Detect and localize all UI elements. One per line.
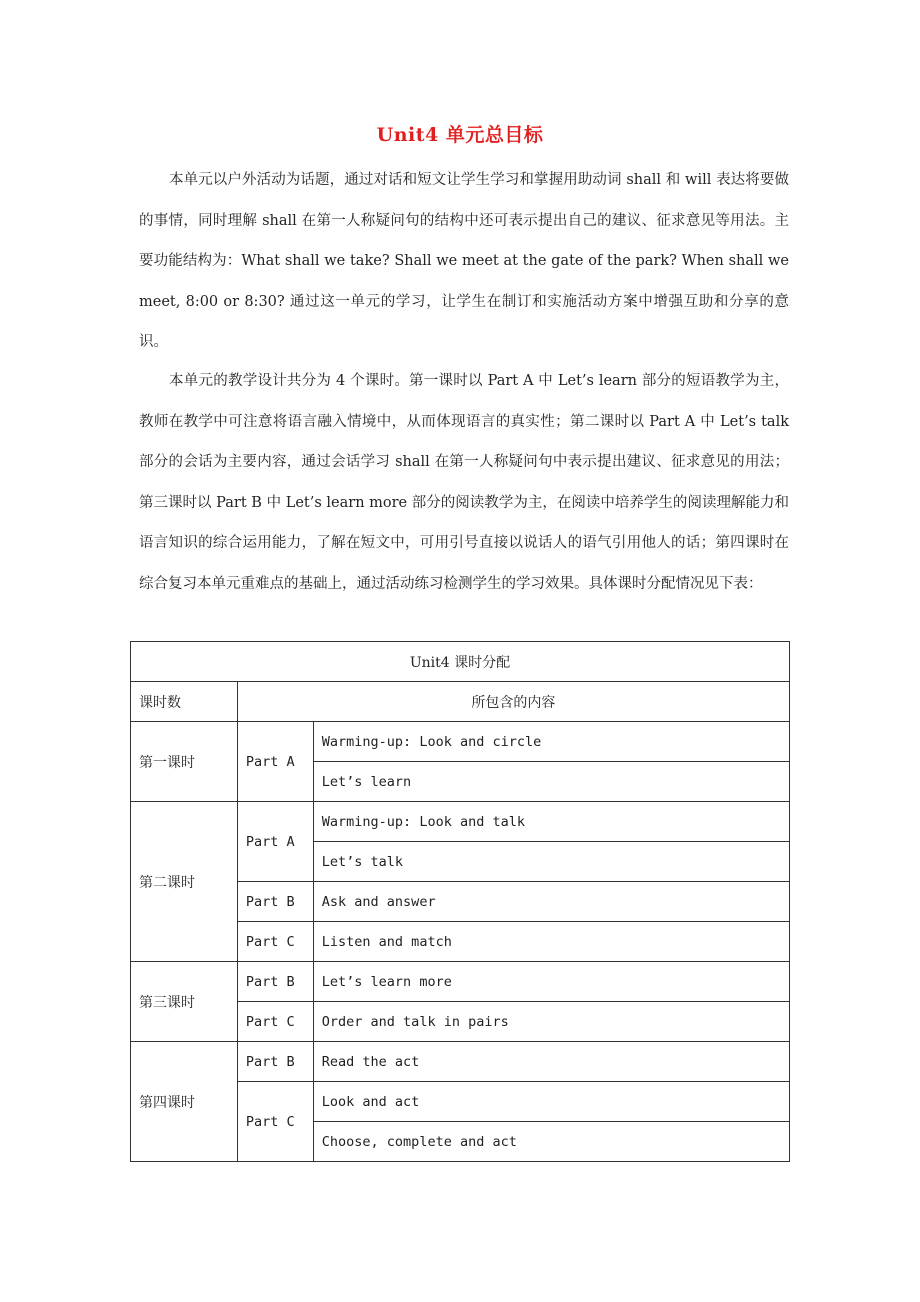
table-row [131,1042,790,1082]
lesson-name: 第三课时 [131,962,238,1042]
part-label: Part C [237,1082,313,1162]
content-item: Read the act [313,1042,789,1082]
content-item: Order and talk in pairs [313,1002,789,1042]
table-caption-row [131,642,790,682]
lesson-allocation-table [130,641,790,1162]
table-caption: Unit4 课时分配 [131,642,790,682]
content-item: Let’s talk [313,842,789,882]
table-header-row [131,682,790,722]
content-item: Look and act [313,1082,789,1122]
part-label: Part A [237,802,313,882]
content-item: Ask and answer [313,882,789,922]
content-item: Warming-up: Look and talk [313,802,789,842]
table-row [131,802,790,842]
lesson-name: 第二课时 [131,802,238,962]
content-item: Warming-up: Look and circle [313,722,789,762]
part-label: Part C [237,1002,313,1042]
lesson-name: 第四课时 [131,1042,238,1162]
intro-paragraph: 本单元以户外活动为话题，通过对话和短文让学生学习和掌握用助动词 shall 和 will 表达将要做的事情，同时理解 shall 在第一人称疑问句的结构中还可表示提出自己的建议、征求意见等用法。主要功能结构为：What shall we take? Shall we meet at the gate of the park? When shall we meet, 8:00 or 8:30? 通过这一单元的学习，让学生在制订和实施活动方案中增强互助和分享的意识。 [139,172,789,350]
content-item: Let’s learn [313,762,789,802]
lesson-design-paragraph: 本单元的教学设计共分为 4 个课时。第一课时以 Part A 中 Let’s learn 部分的短语教学为主，教师在教学中可注意将语言融入情境中，从而体现语言的真实性；第二课时以 Part A 中 Let’s talk 部分的会话为主要内容，通过会话学习 shall 在第一人称疑问句中表示提出建议、征求意见的用法；第三课时以 Part B 中 Let’s learn more 部分的阅读教学为主，在阅读中培养学生的阅读理解能力和语言知识的综合运用能力，了解在短文中，可用引号直接以说话人的语气引用他人的话；第四课时在综合复习本单元重难点的基础上，通过活动练习检测学生的学习效果。具体课时分配情况见下表： [139,373,789,592]
document-title: Unit4 单元总目标 [376,124,544,146]
content-item: Let’s learn more [313,962,789,1002]
header-content: 所包含的内容 [237,682,789,722]
table-row [131,722,790,762]
lesson-name: 第一课时 [131,722,238,802]
part-label: Part B [237,962,313,1002]
table-row [131,962,790,1002]
part-label: Part C [237,922,313,962]
content-item: Listen and match [313,922,789,962]
part-label: Part A [237,722,313,802]
part-label: Part B [237,882,313,922]
content-item: Choose, complete and act [313,1122,789,1162]
header-period: 课时数 [131,682,238,722]
part-label: Part B [237,1042,313,1082]
